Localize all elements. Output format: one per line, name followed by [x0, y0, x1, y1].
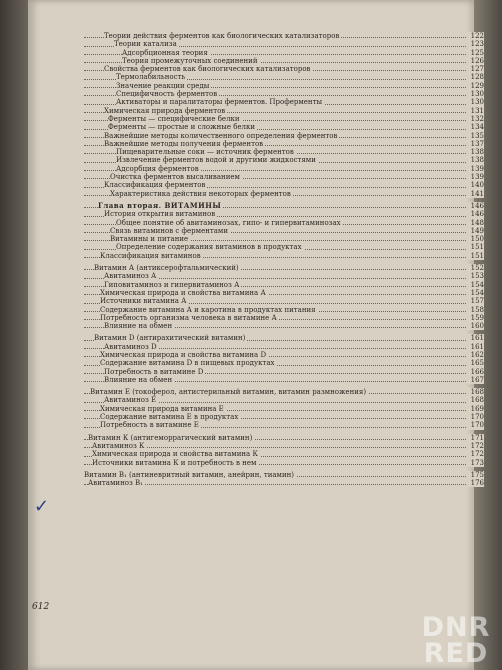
toc-entry-title: Значение реакции среды	[116, 81, 210, 90]
toc-entry-page: 158	[466, 306, 484, 314]
toc-entry-title: Теории катализа	[114, 40, 177, 49]
toc-entry-page: 169	[466, 405, 484, 413]
toc-entry-title: Витамин В₁ (антиневритный витамин, анейрин, тиамин)	[84, 470, 295, 479]
toc-entry	[84, 165, 484, 173]
toc-entry-title: Потребность в витамине D	[104, 367, 204, 376]
toc-entry	[84, 32, 484, 40]
toc-entry-title: Витамин А (антиксерофтальмический)	[94, 264, 239, 273]
toc-entry-title: Ферменты — специфические белки	[108, 114, 240, 123]
toc-entry-page: 138	[466, 148, 484, 156]
toc-entry	[84, 190, 484, 198]
toc-entry-page: 146	[466, 210, 484, 218]
toc-entry	[84, 359, 484, 367]
toc-entry-page: 154	[466, 281, 484, 289]
toc-entry-title: Авитаминоз К	[92, 441, 145, 450]
toc-entry-page: 167	[466, 376, 484, 384]
toc-entry-page: 137	[466, 140, 484, 148]
toc-entry-title: Классификация ферментов	[104, 181, 206, 190]
toc-entry	[84, 202, 484, 210]
toc-entry-page: 170	[466, 421, 484, 429]
toc-entry-page: 172	[466, 442, 484, 450]
toc-entry	[84, 297, 484, 305]
toc-entry	[84, 421, 484, 429]
toc-entry-page: 149	[466, 227, 484, 235]
toc-entry	[84, 73, 484, 81]
toc-entry	[84, 306, 484, 314]
toc-entry-title: Очистка ферментов высаливанием	[110, 173, 240, 182]
toc-entry-page: 160	[466, 322, 484, 330]
toc-entry-page: 139	[466, 173, 484, 181]
toc-entry-title: Классификация витаминов	[100, 251, 201, 260]
toc-entry	[84, 459, 484, 467]
toc-entry	[84, 396, 484, 404]
toc-entry-title: Источники витамина К и потребность в нем	[92, 458, 257, 467]
toc-entry-page: 122	[466, 32, 484, 40]
watermark-line2: RED	[423, 638, 489, 669]
toc-entry-title: Общее понятие об авитаминозах, гипо- и гипервитаминозах	[116, 218, 341, 227]
toc-entry	[84, 479, 484, 487]
page-number: 612	[32, 602, 50, 612]
toc-entry	[84, 148, 484, 156]
toc-entry-page: 148	[466, 219, 484, 227]
toc-entry-title: Связь витаминов с ферментами	[110, 226, 229, 235]
toc-entry	[84, 405, 484, 413]
toc-entry-page: 127	[466, 65, 484, 73]
toc-entry	[84, 264, 484, 272]
toc-entry-page: 168	[466, 388, 484, 396]
toc-entry-page: 153	[466, 272, 484, 280]
toc-entry-title: Химическая природа витамина Е	[100, 404, 224, 413]
toc-entry-page: 162	[466, 351, 484, 359]
toc-entry-page: 171	[466, 434, 484, 442]
toc-entry-title: Потребность в витамине Е	[100, 421, 199, 430]
toc-entry-title: Теория промежуточных соединений	[122, 56, 258, 65]
toc-entry-title: Пищеварительные соки — источник ферментов	[116, 148, 294, 157]
toc-entry-title: Химическая природа и свойства витамина D	[100, 350, 267, 359]
toc-entry	[84, 40, 484, 48]
toc-entry	[84, 314, 484, 322]
toc-entry-page: 150	[466, 235, 484, 243]
toc-entry	[84, 388, 484, 396]
toc-entry-title: Теории действия ферментов как биологических катализаторов	[104, 32, 340, 40]
toc-entry-title: Ферменты — простые и сложные белки	[108, 123, 256, 132]
toc-entry	[84, 289, 484, 297]
toc-entry-page: 170	[466, 413, 484, 421]
toc-entry-title: Химическая природа ферментов	[104, 106, 226, 115]
toc-entry	[84, 82, 484, 90]
toc-entry	[84, 334, 484, 342]
toc-entry	[84, 376, 484, 384]
toc-entry-page: 165	[466, 359, 484, 367]
toc-entry-title: Глава вторая. ВИТАМИНЫ	[98, 200, 222, 210]
toc-entry	[84, 351, 484, 359]
toc-entry-page: 135	[466, 132, 484, 140]
toc-entry-page: 141	[466, 190, 484, 198]
toc-entry	[84, 132, 484, 140]
toc-entry	[84, 471, 484, 479]
toc-entry	[84, 156, 484, 164]
toc-entry-page: 129	[466, 82, 484, 90]
toc-entry-page: 125	[466, 49, 484, 57]
toc-entry	[84, 107, 484, 115]
toc-entry-title: Химическая природа и свойства витамина А	[100, 288, 266, 297]
toc-entry-title: Важнейшие методы получения ферментов	[104, 139, 264, 148]
toc-entry	[84, 115, 484, 123]
toc-entry	[84, 123, 484, 131]
toc-entry-title: Содержание витамина А и каротина в продуктах питания	[100, 305, 316, 314]
toc-entry	[84, 413, 484, 421]
toc-entry-title: История открытия витаминов	[104, 210, 216, 219]
toc-entry-page: 161	[466, 343, 484, 351]
toc-entry-title: Свойства ферментов как биологических катализаторов	[104, 65, 311, 74]
toc-entry-page: 132	[466, 115, 484, 123]
toc-entry-title: Адсорбция ферментов	[116, 164, 199, 173]
toc-entry-page: 139	[466, 165, 484, 173]
toc-entry	[84, 450, 484, 458]
toc-entry	[84, 173, 484, 181]
toc-entry-page: 123	[466, 40, 484, 48]
handwritten-check-mark: ✓	[34, 496, 50, 517]
toc-entry	[84, 49, 484, 57]
toc-entry	[84, 210, 484, 218]
toc-entry	[84, 252, 484, 260]
toc-entry-title: Определение содержания витаминов в продуктах	[116, 243, 302, 252]
toc-entry	[84, 235, 484, 243]
toc-entry	[84, 442, 484, 450]
toc-entry-page: 161	[466, 334, 484, 342]
toc-entry-page: 159	[466, 314, 484, 322]
toc-entry	[84, 140, 484, 148]
watermark-line1: DNR	[421, 612, 491, 643]
toc-entry	[84, 57, 484, 65]
toc-entry-title: Извлечение ферментов водой и другими жидкостями	[116, 156, 316, 165]
toc-entry-page: 154	[466, 289, 484, 297]
toc-entry-title: Химическая природа и свойства витамина К	[92, 450, 258, 459]
toc-entry	[84, 281, 484, 289]
toc-entry-title: Витамины и питание	[110, 235, 189, 244]
toc-entry-title: Гиповитаминоз и гипервитаминоз А	[104, 280, 240, 289]
toc-entry-title: Адсорбционная теория	[122, 48, 208, 57]
toc-entry-page: 126	[466, 57, 484, 65]
toc-entry-title: Содержание витамина D в пищевых продуктах	[100, 359, 275, 368]
toc-entry-page: 138	[466, 156, 484, 164]
toc-entry-page: 131	[466, 107, 484, 115]
toc-entry-page: 157	[466, 297, 484, 305]
toc-entry-page: 173	[466, 459, 484, 467]
toc-entry-page: 140	[466, 181, 484, 189]
toc-entry	[84, 98, 484, 106]
toc-entry	[84, 368, 484, 376]
toc-entry-title: Термолабильность	[116, 73, 186, 82]
toc-entry-title: Авитаминоз Е	[104, 396, 157, 405]
toc-entry-page: 134	[466, 123, 484, 131]
table-of-contents	[84, 32, 484, 487]
toc-entry	[84, 272, 484, 280]
toc-entry	[84, 227, 484, 235]
toc-entry-page: 172	[466, 450, 484, 458]
toc-entry-title: Авитаминоз D	[104, 342, 157, 351]
toc-entry-title: Авитаминоз В₁	[88, 479, 143, 488]
toc-entry-title: Влияние на обмен	[104, 322, 173, 331]
toc-entry-title: Источники витамина А	[100, 297, 187, 306]
toc-entry	[84, 219, 484, 227]
toc-entry-page: 152	[466, 264, 484, 272]
toc-entry-title: Витамин К (антигеморрагический витамин)	[88, 433, 253, 442]
book-page	[28, 0, 484, 670]
toc-entry-page: 175	[466, 471, 484, 479]
toc-entry-page: 176	[466, 479, 484, 487]
toc-entry-title: Авитаминоз А	[104, 272, 157, 281]
toc-entry	[84, 343, 484, 351]
toc-entry	[84, 65, 484, 73]
toc-entry-title: Потребность организма человека в витамине А	[100, 313, 277, 322]
toc-entry-page: 128	[466, 73, 484, 81]
toc-entry-page: 146	[466, 202, 484, 210]
toc-entry-page: 166	[466, 368, 484, 376]
toc-entry	[84, 322, 484, 330]
toc-entry-title: Важнейшие методы количественного определения ферментов	[104, 131, 338, 140]
toc-entry-page: 168	[466, 396, 484, 404]
toc-entry	[84, 434, 484, 442]
toc-entry	[84, 90, 484, 98]
toc-entry-page: 151	[466, 243, 484, 251]
toc-entry-title: Витамин D (антирахитический витамин)	[94, 334, 246, 343]
toc-entry-title: Влияние на обмен	[104, 375, 173, 384]
toc-entry	[84, 181, 484, 189]
background-left-edge	[0, 0, 30, 670]
toc-entry-title: Специфичность ферментов	[116, 90, 218, 99]
toc-entry-page: 130	[466, 90, 484, 98]
toc-entry	[84, 243, 484, 251]
toc-entry-page: 130	[466, 98, 484, 106]
toc-entry-title: Активаторы и паралитаторы ферментов. Проферменты	[116, 98, 323, 107]
toc-entry-title: Характеристика действия некоторых ферментов	[110, 189, 291, 198]
toc-entry-title: Содержание витамина Е в продуктах	[100, 413, 239, 422]
toc-entry-page: 151	[466, 252, 484, 260]
toc-entry-title: Витамин Е (токоферол, антистерильный витамин, витамин размножения)	[90, 388, 367, 397]
